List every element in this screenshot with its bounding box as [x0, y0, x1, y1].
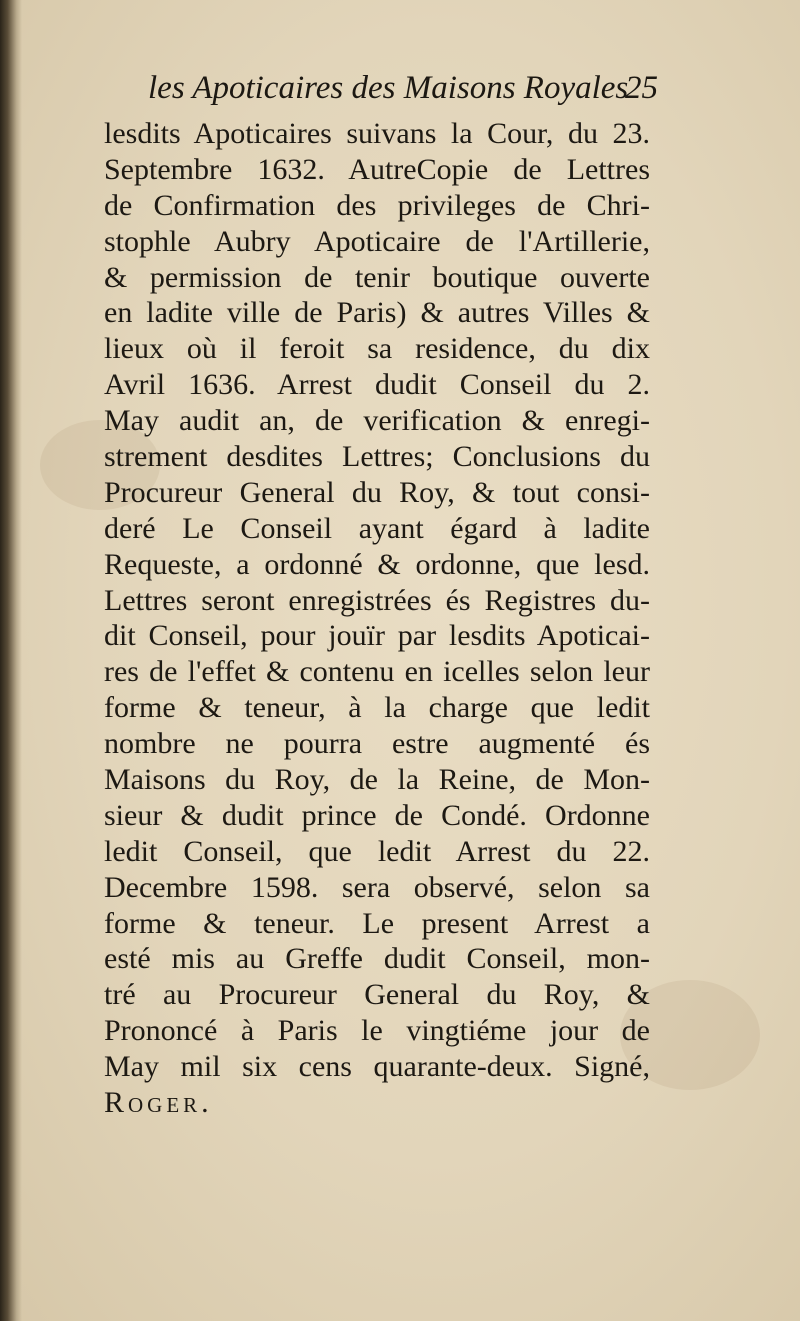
- text-line: en ladite ville de Paris) & autres Villes &: [104, 296, 650, 330]
- text-line: tré au Procureur General du Roy, &: [104, 978, 650, 1012]
- text-line: nombre ne pourra estre augmenté és: [104, 727, 650, 761]
- text-line: May audit an, de verification & enregi-: [104, 404, 650, 438]
- text-line: Maisons du Roy, de la Reine, de Mon-: [104, 763, 650, 797]
- text-line: dit Conseil, pour jouïr par lesdits Apoticai-: [104, 619, 650, 653]
- text-line: Avril 1636. Arrest dudit Conseil du 2.: [104, 368, 650, 402]
- text-line: strement desdites Lettres; Conclusions du: [104, 440, 650, 474]
- text-line: de Confirmation des privileges de Chri-: [104, 188, 650, 222]
- text-line: Requeste, a ordonné & ordonne, que lesd.: [104, 547, 650, 581]
- text-line: lieux où il feroit sa residence, du dix: [104, 332, 650, 366]
- text-line: May mil six cens quarante-deux. Signé,: [104, 1050, 650, 1084]
- running-title: les Apoticaires des Maisons Royales: [148, 70, 629, 106]
- text-line: deré Le Conseil ayant égard à ladite: [104, 511, 650, 545]
- page-header: [148, 64, 658, 114]
- text-line: esté mis au Greffe dudit Conseil, mon-: [104, 942, 650, 976]
- text-line: sieur & dudit prince de Condé. Ordonne: [104, 798, 650, 832]
- text-line: ledit Conseil, que ledit Arrest du 22.: [104, 834, 650, 868]
- text-line: stophle Aubry Apoticaire de l'Artillerie,: [104, 224, 650, 258]
- page-number: 25: [625, 70, 658, 106]
- text-line: Septembre 1632. AutreCopie de Lettres: [104, 152, 650, 186]
- text-line: lesdits Apoticaires suivans la Cour, du 23.: [104, 117, 650, 150]
- text-line: res de l'effet & contenu en icelles selon leur: [104, 655, 650, 689]
- body-text: [104, 116, 650, 1121]
- text-line: Prononcé à Paris le vingtiéme jour de: [104, 1014, 650, 1048]
- text-line: Lettres seront enregistrées és Registres du-: [104, 583, 650, 617]
- text-line: Decembre 1598. sera observé, selon sa: [104, 870, 650, 904]
- signature-line: Roger.: [104, 1086, 213, 1120]
- text-line: Procureur General du Roy, & tout consi-: [104, 475, 650, 509]
- text-line: forme & teneur. Le present Arrest a: [104, 906, 650, 940]
- text-line: forme & teneur, à la charge que ledit: [104, 691, 650, 725]
- text-line: & permission de tenir boutique ouverte: [104, 260, 650, 294]
- binding-gutter: [0, 0, 22, 1321]
